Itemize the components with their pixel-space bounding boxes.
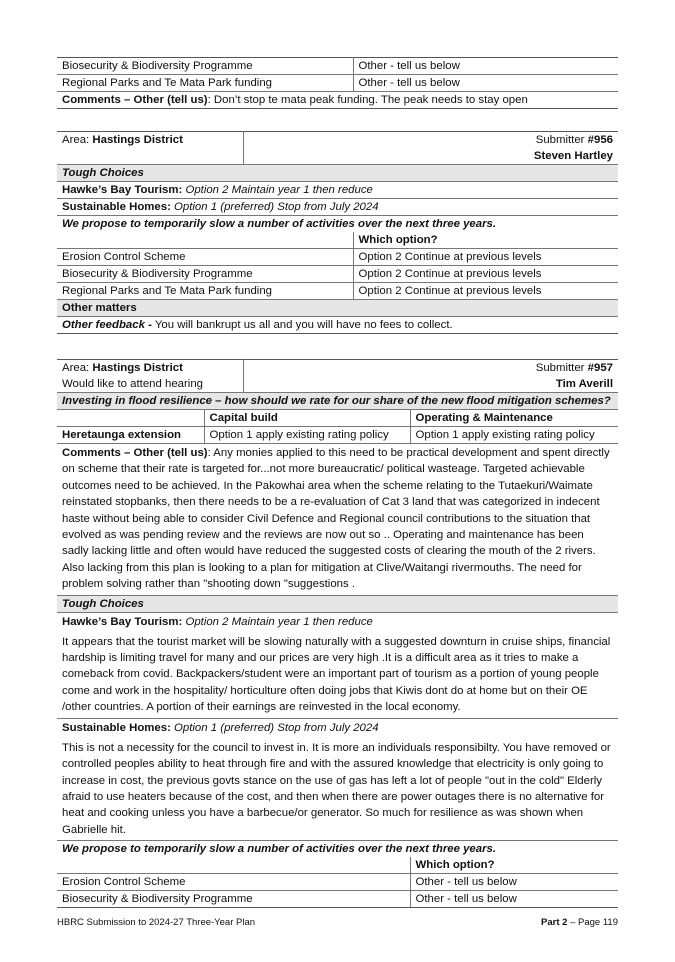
comments-text: : Any monies applied to this need to be practical development and spent directly on scheme that their rate is targeted for...not more bureaucratic/ political wasteage. Targeted achievable outcomes need to be achieved. In the Pakowhai area when the scheme relating to the Tutaekuri/Waimate reinstated stopbanks, then there needs to be a re-evaluation of Cat 3 land that was categorized in indecent haste without being able to consider Civil Defence and Regional council contributions to the situation that evolved as was pending review and the reviews are now out so .. Operating and maintenance has been sadly lacking little and often would have reduced the suggested costs of clearing the mouth of the 2 rivers. Also lacking from this plan is looking to a plan for mitigation at Clive/Waitangi rivermouths. The need for problem solving rather than "shooting down "suggestions . <box>62 447 610 591</box>
activity-label: Regional Parks and Te Mata Park funding <box>57 283 353 300</box>
submission-956 <box>57 131 618 334</box>
activity-option: Other - tell us below <box>353 75 618 92</box>
table-row <box>57 75 618 92</box>
extension-capital: Option 1 apply existing rating policy <box>204 427 410 444</box>
submitter-name: Tim Averill <box>555 378 613 390</box>
table-row <box>57 874 618 891</box>
comments-label: Comments – Other (tell us) <box>62 94 208 106</box>
tourism-row: Hawke’s Bay Tourism: Option 2 Maintain year 1 then reduce <box>57 182 618 199</box>
capital-build-header: Capital build <box>204 410 410 427</box>
homes-text: This is not a necessity for the council to invest in. It is more an individuals responsibilty. You have removed or controlled peoples ability to heat through fire and with the assured knowledge that electricity is only going to increase in cost, the previous govts stance on the use of gas has left a lot of people "out in the cold" Elderly afraid to use heaters because of the cost, and then when there are power outages there is no alternative for heat and cooking unless you have a barbecue/or generator. So much for resilience as was shown when Gabrielle hit. <box>57 736 618 841</box>
activity-option: Option 2 Continue at previous levels <box>353 283 618 300</box>
activity-option: Option 2 Continue at previous levels <box>353 249 618 266</box>
footer-document-title: HBRC Submission to 2024-27 Three-Year Plan <box>57 917 256 928</box>
activity-option: Option 2 Continue at previous levels <box>353 266 618 283</box>
other-feedback-row: Other feedback - You will bankrupt us all and you will have no fees to collect. <box>57 317 618 334</box>
homes-row: Sustainable Homes: Option 1 (preferred) Stop from July 2024 <box>62 721 379 734</box>
tourism-text: It appears that the tourist market will be slowing naturally with a suggested downturn in cruise ships, financial hardship is limiting travel for many and our prices are very high .It is a difficult area as it tries to make a comeback from covid. Backpackers/student were an important part of tourism as a portion of young people come and work in the hospitality/ horticulture often doing jobs that Kiwis dont do at home but on their OE /other countries. A portion of their earnings are reinvested in the local economy. <box>57 630 618 719</box>
activity-label: Regional Parks and Te Mata Park funding <box>57 75 353 92</box>
activity-option: Other - tell us below <box>410 874 618 891</box>
extension-operating: Option 1 apply existing rating policy <box>410 427 618 444</box>
activity-label: Biosecurity & Biodiversity Programme <box>57 58 353 75</box>
tough-choices-heading: Tough Choices <box>57 595 618 612</box>
operating-header: Operating & Maintenance <box>410 410 618 427</box>
area-name: Hastings District <box>92 134 183 146</box>
activity-option: Other - tell us below <box>410 891 618 908</box>
submission-header <box>57 132 618 165</box>
activity-label: Biosecurity & Biodiversity Programme <box>57 266 353 283</box>
submission-header <box>57 360 618 393</box>
comments-row <box>57 92 618 109</box>
which-option-header: Which option? <box>410 857 618 874</box>
table-row <box>57 427 618 444</box>
activity-option: Other - tell us below <box>353 58 618 75</box>
tourism-row: Hawke’s Bay Tourism: Option 2 Maintain year 1 then reduce <box>62 615 373 628</box>
page-footer <box>57 917 618 928</box>
other-matters-heading: Other matters <box>57 300 618 317</box>
flood-heading: Investing in flood resilience – how should we rate for our share of the new flood mitigation schemes? <box>57 393 618 410</box>
table-row <box>57 266 618 283</box>
table-row <box>57 249 618 266</box>
table-row <box>57 891 618 908</box>
tough-choices-heading: Tough Choices <box>57 165 618 182</box>
table-row <box>57 283 618 300</box>
hearing-note: Would like to attend hearing <box>62 378 203 390</box>
table-row <box>57 58 618 75</box>
submitter-number: #956 <box>587 134 613 146</box>
comments-text: : Don’t stop te mata peak funding. The peak needs to stay open <box>207 94 528 106</box>
area-cell: Area: Hastings District Would like to attend hearing <box>57 360 243 393</box>
activity-label: Erosion Control Scheme <box>57 874 410 891</box>
submission-957 <box>57 359 618 908</box>
previous-submission-block <box>57 57 618 109</box>
submitter-cell: Submitter #957 Tim Averill <box>243 360 618 393</box>
footer-page-number: Part 2 – Page 119 <box>541 917 618 928</box>
slow-activities-heading: We propose to temporarily slow a number of activities over the next three years. <box>62 218 497 230</box>
activity-label: Biosecurity & Biodiversity Programme <box>57 891 410 908</box>
homes-row: Sustainable Homes: Option 1 (preferred) Stop from July 2024 <box>57 199 618 216</box>
submitter-number: #957 <box>587 362 613 374</box>
area-name: Hastings District <box>92 362 183 374</box>
activity-label: Erosion Control Scheme <box>57 249 353 266</box>
which-option-header: Which option? <box>353 232 618 249</box>
area-cell: Area: Hastings District <box>57 132 243 165</box>
comments-row: Comments – Other (tell us): Any monies applied to this need to be practical development and spent directly on scheme that their rate is targeted for...not more bureaucratic/ political wasteage. Targeted achievable outcomes need to be achieved. In the Pakowhai area when the scheme relating to the Tutaekuri/Waimate reinstated stopbanks, then there needs to be a re-evaluation of Cat 3 land that was categorized in indecent haste without being able to consider Civil Defence and Regional council contributions to the situation that evolved as was pending review and the reviews are now out so .. Operating and maintenance has been sadly lacking little and often would have reduced the suggested costs of clearing the mouth of the 2 rivers. Also lacking from this plan is looking to a plan for mitigation at Clive/Waitangi rivermouths. The need for problem solving rather than "shooting down "suggestions . <box>57 444 618 596</box>
submitter-name: Steven Hartley <box>533 150 613 162</box>
submitter-cell: Submitter #956 Steven Hartley <box>243 132 618 165</box>
extension-label: Heretaunga extension <box>57 427 204 444</box>
slow-activities-heading: We propose to temporarily slow a number of activities over the next three years. <box>62 843 497 856</box>
